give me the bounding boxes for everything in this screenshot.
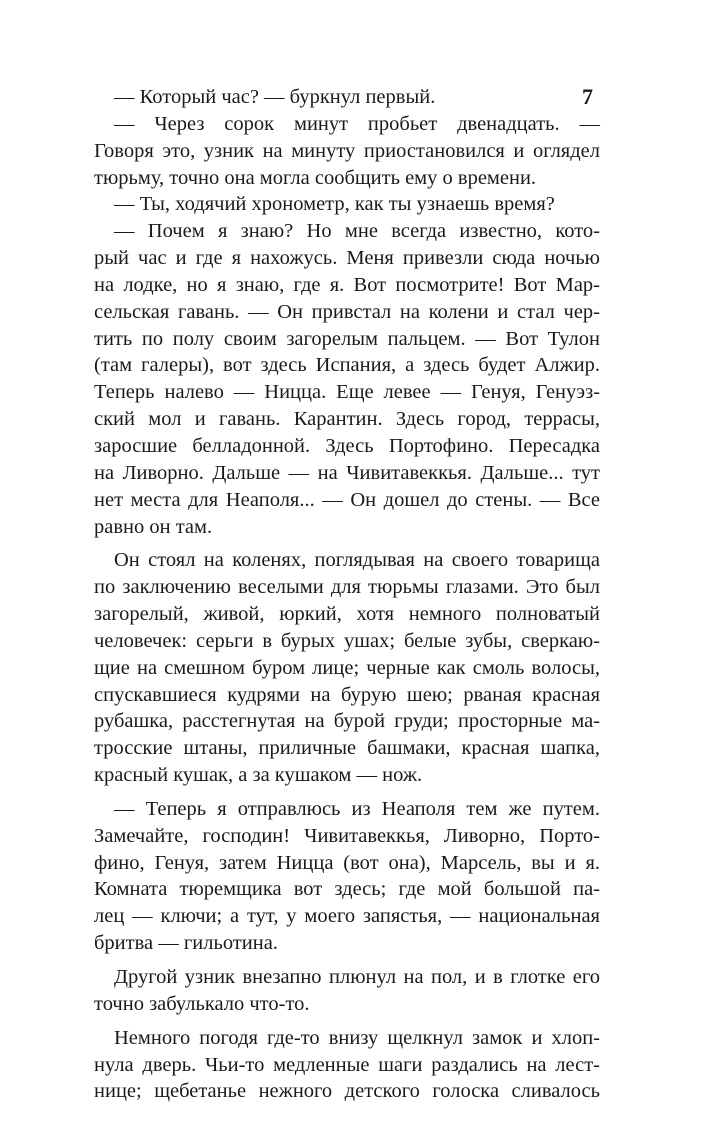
paragraph (94, 111, 600, 192)
paragraph (94, 84, 600, 111)
text-line: — Теперь я отправлюсь из Неаполя тем же путем. (114, 797, 600, 820)
text-line: — Ты, ходячий хронометр, как ты узнаешь время? (114, 193, 555, 216)
text-line: рубашка, расстегнутая на бурой груди; просторные ма- (94, 710, 600, 733)
text-line: на Ливорно. Дальше — на Чивитавеккья. Дальше... тут (94, 461, 600, 484)
text-line: Комната тюремщика вот здесь; где мой большой па- (94, 878, 600, 901)
paragraph (94, 218, 600, 540)
text-line: красный кушак, а за кушаком — нож. (94, 764, 423, 787)
text-line: по заключению веселыми для тюрьмы глазами. Это был (94, 576, 600, 599)
paragraph (94, 191, 600, 218)
text-line: человечек: серьги в бурых ушах; белые зубы, сверкаю- (94, 629, 600, 652)
text-line: — Через сорок минут пробьет двенадцать. — (114, 112, 600, 135)
text-line: нет места для Неаполя... — Он дошел до стены. — Все (94, 488, 600, 511)
text-line: нула дверь. Чьи-то медленные шаги раздались на лест- (94, 1053, 600, 1076)
text-line: Он стоял на коленях, поглядывая на своего товарища (114, 549, 600, 572)
text-line: тюрьму, точно она могла сообщить ему о времени. (94, 166, 537, 189)
text-line: нице; щебетанье нежного детского голоска сливалось (94, 1080, 600, 1103)
paragraph (94, 547, 600, 789)
text-line: (там галеры), вот здесь Испания, а здесь будет Алжир. (94, 354, 600, 377)
body-text (94, 84, 600, 1105)
text-line: лец — ключи; а тут, у моего запястья, — национальная (94, 905, 600, 928)
text-line: — Почем я знаю? Но мне всегда известно, кото- (114, 220, 600, 243)
text-line: спускавшиеся кудрями на бурую шею; рваная красная (94, 683, 600, 706)
text-line: Замечайте, господин! Чивитавеккья, Ливорно, Порто- (94, 824, 600, 847)
text-line: бритва — гильотина. (94, 932, 278, 955)
text-line: фино, Генуя, затем Ницца (вот она), Марсель, вы и я. (94, 851, 600, 874)
text-line: Теперь налево — Ницца. Еще левее — Генуя, Генуэз- (94, 381, 600, 404)
paragraph (94, 796, 600, 957)
text-line: тросские штаны, приличные башмаки, красная шапка, (94, 737, 600, 760)
text-line: рый час и где я нахожусь. Меня привезли сюда ночью (94, 247, 600, 270)
text-line: тить по полу своим загорелым пальцем. — Вот Тулон (94, 327, 600, 350)
text-line: сельская гавань. — Он привстал на колени и стал чер- (94, 300, 600, 323)
text-line: ский мол и гавань. Карантин. Здесь город, террасы, (94, 408, 600, 431)
text-line: точно забулькало что-то. (94, 992, 310, 1015)
page-number: 7 (582, 84, 593, 109)
paragraph (94, 1025, 600, 1106)
text-line: загорелый, живой, юркий, хотя немного полноватый (94, 603, 600, 626)
text-line: щие на смешном буром лице; черные как смоль волосы, (94, 656, 600, 679)
text-line: заросшие белладонной. Здесь Портофино. Пересадка (94, 434, 600, 457)
text-line: Говоря это, узник на минуту приостановился и оглядел (94, 139, 600, 162)
text-line: Другой узник внезапно плюнул на пол, и в глотке его (114, 966, 600, 988)
text-line: на лодке, но я знаю, где я. Вот посмотрите! Вот Мар- (94, 273, 600, 296)
text-line: Немного погодя где-то внизу щелкнул замок и хлоп- (114, 1026, 600, 1049)
text-line: — Который час? — буркнул первый. (114, 86, 436, 108)
paragraph (94, 964, 600, 1018)
text-line: равно он там. (94, 515, 213, 538)
